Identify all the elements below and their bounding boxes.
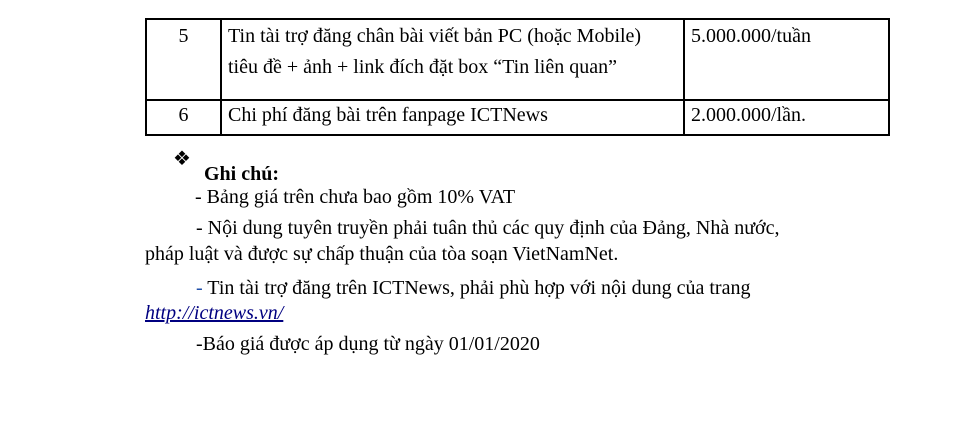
note-compliance-line-2: pháp luật và được sự chấp thuận của tòa soạn VietNamNet. — [145, 243, 619, 265]
price-table — [145, 18, 890, 136]
note-content-fit-line-1 — [196, 277, 750, 300]
note-effective-date: -Báo giá được áp dụng từ ngày 01/01/2020 — [196, 333, 540, 355]
notes-title: Ghi chú: — [204, 163, 280, 185]
row-price: 2.000.000/lần. — [684, 100, 889, 135]
note-vat: - Bảng giá trên chưa bao gồm 10% VAT — [195, 186, 516, 208]
table-row — [146, 100, 889, 135]
row-number: 5 — [146, 19, 221, 100]
table-row — [146, 19, 889, 100]
row-description — [221, 100, 684, 135]
row-number: 6 — [146, 100, 221, 135]
diamond-bullet-icon: ❖ — [173, 146, 191, 170]
note-content-fit-text: Tin tài trợ đăng trên ICTNews, phải phù hợp với nội dung của trang — [202, 277, 751, 299]
ictnews-link[interactable]: http://ictnews.vn/ — [145, 302, 284, 324]
description-line: Tin tài trợ đăng chân bài viết bản PC (hoặc Mobile) — [228, 25, 642, 47]
note-dash: - — [196, 277, 203, 299]
note-compliance-line-1: - Nội dung tuyên truyền phải tuân thủ các quy định của Đảng, Nhà nước, — [196, 217, 780, 239]
row-price: 5.000.000/tuần — [684, 19, 889, 100]
row-description — [221, 19, 684, 100]
description-line: tiêu đề + ảnh + link đích đặt box “Tin liên quan” — [228, 56, 617, 78]
description-line: Chi phí đăng bài trên fanpage ICTNews — [228, 104, 548, 126]
